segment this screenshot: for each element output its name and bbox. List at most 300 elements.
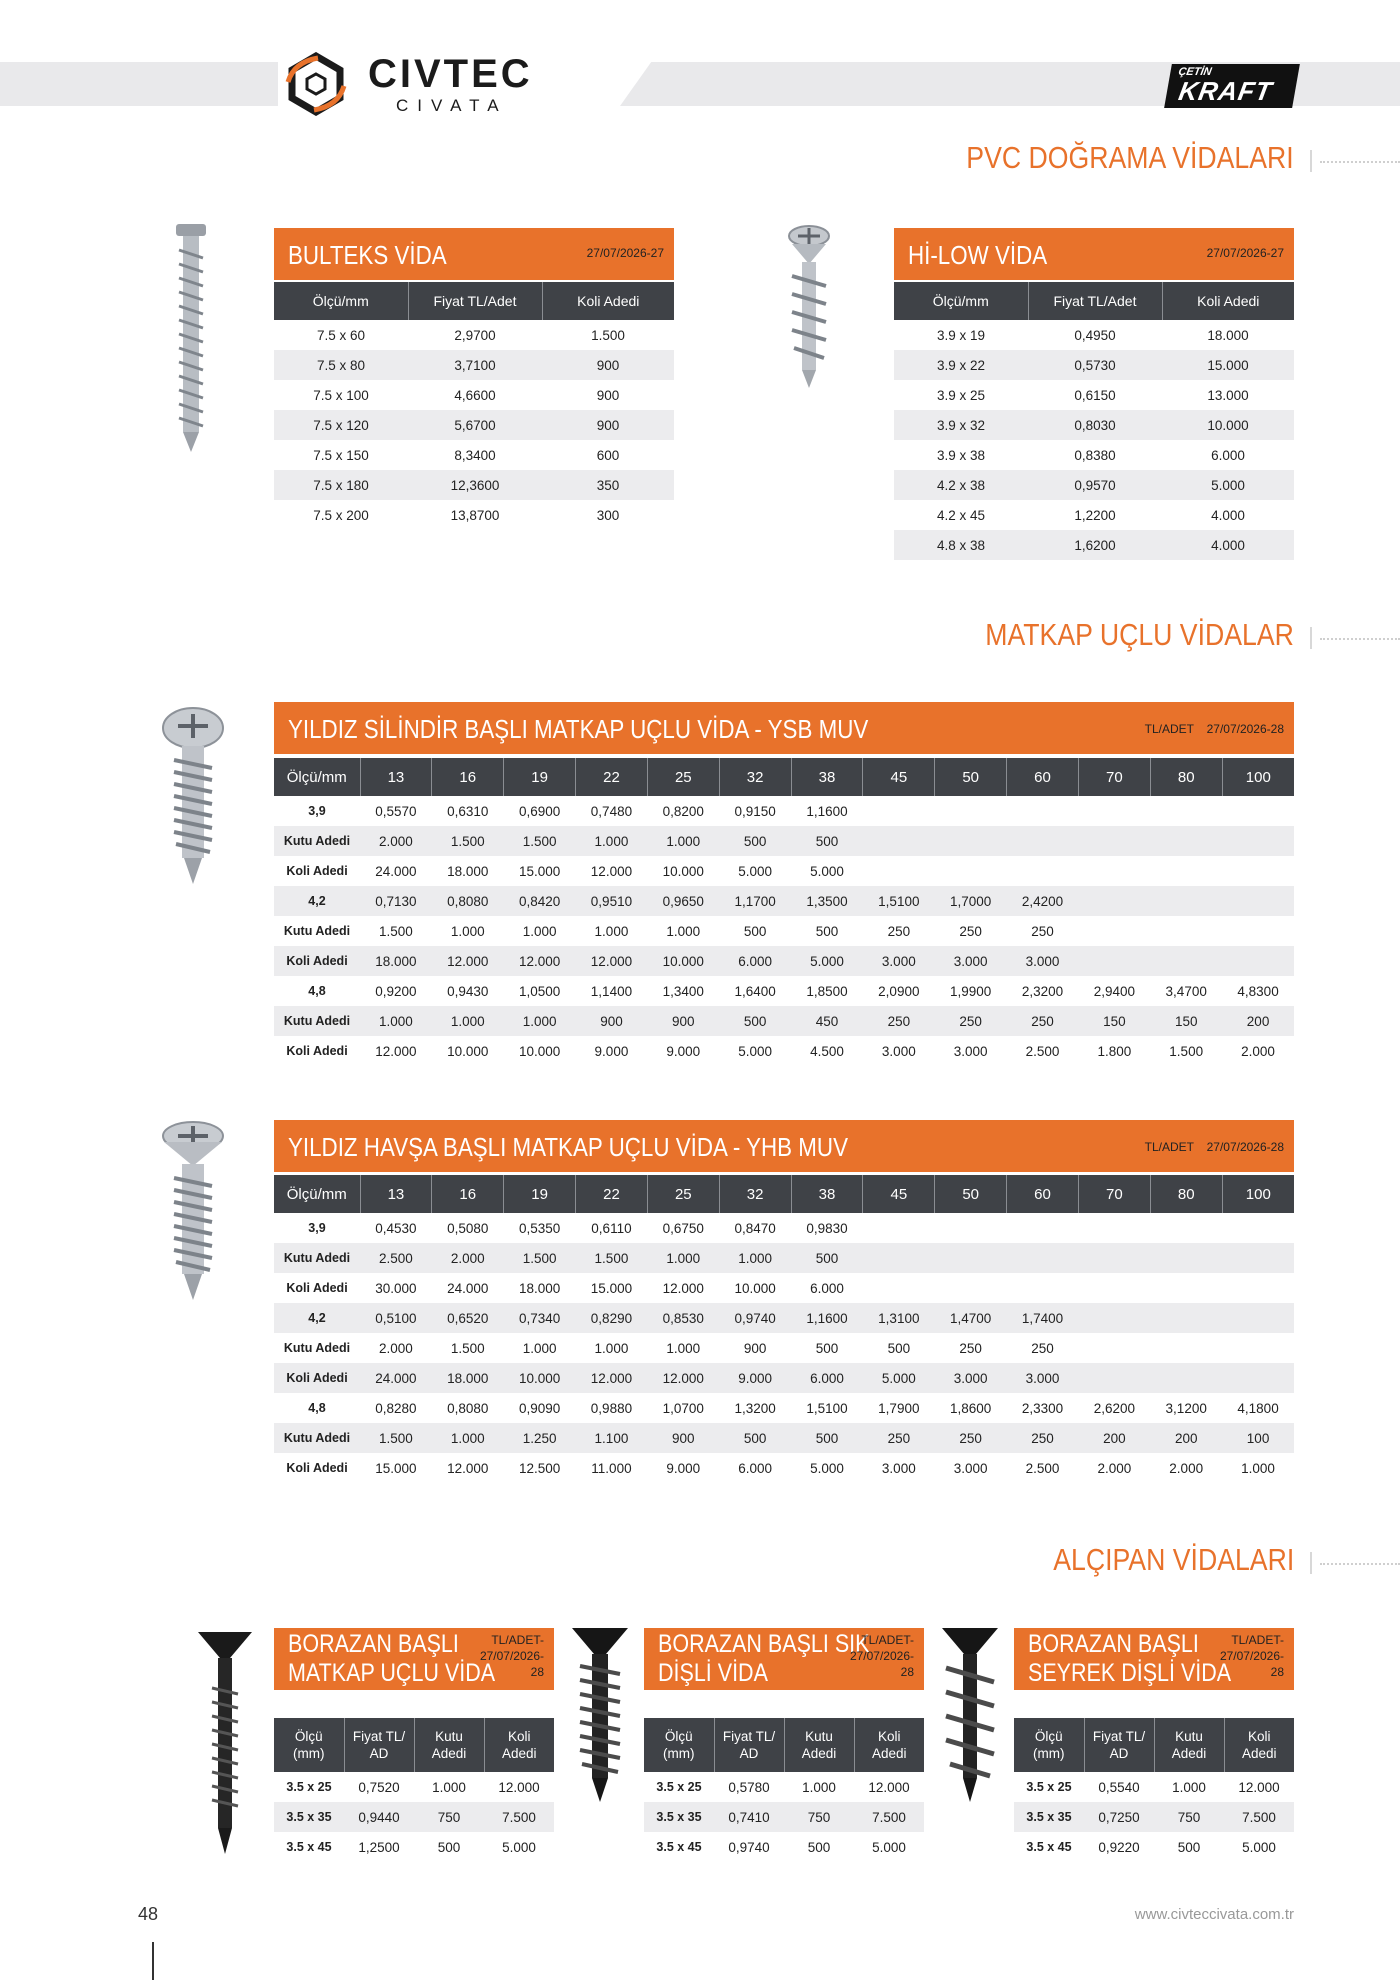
value-cell	[1150, 1243, 1222, 1273]
row-label-cell: 4,2	[274, 1303, 360, 1333]
column-header-line: Ölçü	[1034, 1729, 1063, 1744]
value-cell: 0,5100	[360, 1303, 432, 1333]
value-cell: 10.000	[647, 946, 719, 976]
value-cell: 7.500	[854, 1802, 924, 1832]
value-cell: 2.500	[1025, 1460, 1060, 1476]
price-cell: 12,3600	[408, 470, 542, 500]
size-cell: 3.5 x 25	[1026, 1780, 1072, 1794]
value-cell: 12.000	[432, 946, 504, 976]
value-cell: 500	[719, 1423, 791, 1453]
value-cell: 12.000	[504, 946, 576, 976]
value-cell: 2,0900	[878, 983, 920, 999]
value-cell: 1.000	[360, 1006, 432, 1036]
ysb-unit: TL/ADET	[1144, 722, 1194, 736]
boruzan-title-line: MATKAP UÇLU VİDA	[288, 1659, 496, 1687]
value-cell	[1078, 946, 1150, 976]
column-header-line: Kutu	[1175, 1729, 1203, 1744]
table-row	[274, 1036, 1294, 1066]
column-header	[854, 1718, 924, 1772]
value-cell	[1078, 1363, 1150, 1393]
column-header-line: Koli	[1247, 1729, 1271, 1744]
table-row	[274, 1273, 1294, 1303]
value-cell: 12.000	[590, 863, 633, 879]
table-row	[274, 1832, 554, 1862]
length-column-header: 100	[1222, 758, 1294, 796]
table-row	[274, 1802, 554, 1832]
value-cell: 1.000	[450, 923, 485, 939]
value-cell: 1.500	[379, 923, 413, 939]
column-header	[1084, 1718, 1154, 1772]
carton-qty-cell: 1.500	[591, 327, 625, 343]
value-cell: 250	[935, 1006, 1007, 1036]
page-number: 48	[138, 1904, 159, 1924]
value-cell: 1.800	[1097, 1043, 1132, 1059]
value-cell: 5.000	[1242, 1839, 1276, 1855]
boruzan-date	[850, 1632, 914, 1680]
value-cell: 250	[1031, 923, 1054, 939]
row-label-cell: 4,8	[308, 1401, 326, 1415]
value-cell: 1.500	[504, 1243, 576, 1273]
value-cell: 15.000	[518, 863, 561, 879]
table-row	[274, 1213, 1294, 1243]
value-cell: 1,8500	[806, 983, 848, 999]
value-cell: 250	[863, 1006, 935, 1036]
boruzan-title	[1028, 1630, 1231, 1688]
column-header	[484, 1718, 554, 1772]
value-cell	[1007, 1213, 1079, 1243]
value-cell: 0,8420	[504, 886, 576, 916]
column-header-line: AD	[739, 1746, 759, 1761]
table-row	[274, 320, 674, 350]
value-cell: 3.000	[1007, 946, 1079, 976]
value-cell: 1.000	[647, 1243, 719, 1273]
boruzan-matkap-screw-image	[196, 1628, 254, 1858]
value-cell: 1.500	[450, 1340, 485, 1356]
boruzan-header-band	[274, 1628, 554, 1690]
value-cell: 6.000	[810, 1280, 844, 1296]
row-label-cell: Kutu Adedi	[274, 1423, 360, 1453]
table-row	[274, 380, 674, 410]
length-column-header: 100	[1222, 1175, 1294, 1213]
column-header: Ölçü/mm	[274, 282, 408, 320]
table-row	[894, 380, 1294, 410]
column-header	[1224, 1718, 1294, 1772]
row-label-cell: Koli Adedi	[286, 1461, 348, 1475]
length-column-header: 32	[719, 758, 791, 796]
column-header-line: Fiyat TL/	[1092, 1729, 1146, 1744]
size-cell: 7.5 x 60	[316, 327, 366, 343]
value-cell	[935, 1273, 1007, 1303]
value-cell: 10.000	[518, 1043, 561, 1059]
carton-qty-cell: 13.000	[1207, 387, 1249, 403]
row-label-cell: Koli Adedi	[286, 864, 348, 878]
table-row	[1014, 1772, 1294, 1802]
value-cell: 12.000	[498, 1779, 540, 1795]
value-cell	[863, 796, 935, 826]
value-cell: 2.000	[1169, 1460, 1204, 1476]
carton-qty-cell: 900	[542, 350, 674, 380]
value-cell	[1150, 1273, 1222, 1303]
value-cell: 1.000	[432, 1779, 466, 1795]
value-cell	[1222, 916, 1294, 946]
size-cell: 7.5 x 80	[274, 350, 408, 380]
value-cell	[1078, 1243, 1150, 1273]
value-cell: 250	[863, 1423, 935, 1453]
boruzan-sik-screw-image	[568, 1624, 632, 1804]
column-header: Fiyat TL/Adet	[408, 282, 542, 320]
value-cell: 0,9830	[806, 1220, 848, 1236]
value-cell: 3,1200	[1165, 1400, 1207, 1416]
value-cell: 500	[815, 923, 839, 939]
column-header-line: Fiyat TL/	[722, 1729, 776, 1744]
boruzan-title-line: SEYREK DİŞLİ VİDA	[1028, 1659, 1232, 1687]
section-divider	[1310, 1552, 1400, 1574]
carton-qty-cell: 900	[596, 387, 620, 403]
value-cell: 1,0500	[518, 983, 561, 999]
boruzan-date	[480, 1632, 544, 1680]
value-cell: 4,1800	[1237, 1400, 1279, 1416]
value-cell: 1.000	[576, 826, 648, 856]
value-cell: 2.500	[1025, 1043, 1060, 1059]
value-cell: 12.000	[662, 1280, 704, 1296]
carton-qty-cell: 5.000	[1162, 470, 1294, 500]
value-cell	[1150, 946, 1222, 976]
value-cell	[935, 1243, 1007, 1273]
value-cell	[1007, 1273, 1079, 1303]
value-cell: 6.000	[719, 946, 791, 976]
yhb-screw-image	[160, 1120, 226, 1302]
price-cell: 0,8380	[1074, 447, 1116, 463]
value-cell: 5.000	[791, 946, 863, 976]
value-cell: 500	[743, 923, 767, 939]
carton-qty-cell: 900	[542, 410, 674, 440]
value-cell: 6.000	[738, 1460, 773, 1476]
column-header	[714, 1718, 784, 1772]
value-cell: 9.000	[666, 1460, 701, 1476]
carton-qty-cell: 350	[542, 470, 674, 500]
value-cell: 0,7520	[358, 1779, 400, 1795]
value-cell: 4.500	[810, 1043, 844, 1059]
price-cell: 0,5730	[1028, 350, 1162, 380]
value-cell: 7.500	[1224, 1802, 1294, 1832]
column-header-line: Ölçü	[294, 1729, 323, 1744]
length-column-header: 50	[935, 1175, 1007, 1213]
ysb-screw-image	[160, 704, 226, 886]
value-cell: 1.000	[522, 1340, 557, 1356]
value-cell: 0,9740	[728, 1839, 770, 1855]
value-cell: 1.100	[576, 1423, 648, 1453]
value-cell: 2,9400	[1093, 983, 1135, 999]
length-column-header: 32	[719, 1175, 791, 1213]
value-cell: 1.000	[719, 1243, 791, 1273]
value-cell: 3.000	[935, 946, 1007, 976]
price-cell: 1,6200	[1028, 530, 1162, 560]
value-cell: 3.000	[1007, 1363, 1079, 1393]
column-header: Koli Adedi	[542, 282, 674, 320]
value-cell: 0,9740	[719, 1303, 791, 1333]
boruzan-date-line: 27/07/2026-	[1219, 1649, 1284, 1663]
value-cell	[1078, 1333, 1150, 1363]
value-cell: 500	[437, 1839, 461, 1855]
value-cell: 0,7340	[504, 1303, 576, 1333]
cetin-kraft-logo	[1164, 64, 1300, 108]
column-header-line: Adedi	[1241, 1746, 1277, 1761]
row-label-cell: 4,2	[274, 886, 360, 916]
civtec-logo-icon	[284, 52, 348, 116]
value-cell	[1150, 1303, 1222, 1333]
length-column-header: 13	[360, 758, 432, 796]
row-label-cell: Koli Adedi	[286, 1281, 348, 1295]
boruzan-date-line: 28	[900, 1665, 914, 1679]
length-column-header: 16	[432, 1175, 504, 1213]
table-row	[894, 500, 1294, 530]
value-cell: 12.000	[868, 1779, 910, 1795]
value-cell	[1007, 856, 1079, 886]
value-cell: 1.000	[594, 923, 629, 939]
value-cell: 10.000	[734, 1280, 776, 1296]
table-row	[644, 1832, 924, 1862]
value-cell: 750	[784, 1802, 854, 1832]
bulteks-header-band	[274, 228, 674, 280]
table-row	[274, 1363, 1294, 1393]
hilow-screw-image	[786, 224, 832, 390]
row-label-cell: 4,8	[308, 984, 326, 998]
boruzan-header-band	[1014, 1628, 1294, 1690]
column-header: Koli Adedi	[1162, 282, 1294, 320]
value-cell: 0,5570	[375, 803, 417, 819]
website-url[interactable]: www.civteccivata.com.tr	[1134, 1906, 1294, 1923]
value-cell: 0,7410	[714, 1802, 784, 1832]
size-cell: 3.5 x 35	[644, 1802, 714, 1832]
value-cell: 5.000	[863, 1363, 935, 1393]
value-cell: 250	[1007, 1423, 1079, 1453]
row-label-cell: Kutu Adedi	[274, 826, 360, 856]
section-title-alcipan: ALÇIPAN VİDALARI	[1052, 1542, 1294, 1577]
value-cell: 1,5100	[806, 1400, 848, 1416]
value-cell: 0,5540	[1098, 1779, 1140, 1795]
value-cell: 1,7900	[878, 1400, 920, 1416]
length-column-header: 80	[1150, 758, 1222, 796]
value-cell: 0,8080	[447, 1400, 489, 1416]
value-cell	[1222, 886, 1294, 916]
length-column-header: 70	[1078, 758, 1150, 796]
value-cell	[1222, 826, 1294, 856]
value-cell: 1.500	[1169, 1043, 1204, 1059]
boruzan-date-line: TL/ADET-	[491, 1633, 544, 1647]
size-cell: 4.2 x 45	[936, 507, 986, 523]
value-cell	[863, 1273, 935, 1303]
table-row	[274, 1772, 554, 1802]
value-cell	[1078, 796, 1150, 826]
hilow-title: Hİ-LOW VİDA	[908, 240, 1048, 270]
value-cell: 500	[815, 1340, 839, 1356]
table-row	[274, 1453, 1294, 1483]
column-header-line: AD	[369, 1746, 389, 1761]
value-cell: 10.000	[662, 863, 704, 879]
value-cell: 1,2500	[358, 1839, 400, 1855]
ysb-date: 27/07/2026-28	[1206, 722, 1284, 736]
boruzan-price-table	[1014, 1718, 1294, 1862]
value-cell	[1007, 796, 1079, 826]
value-cell: 900	[743, 1340, 767, 1356]
value-cell: 1,9900	[950, 983, 992, 999]
row-label-cell: Kutu Adedi	[274, 1006, 360, 1036]
value-cell: 10.000	[447, 1043, 489, 1059]
value-cell: 1.000	[1172, 1779, 1206, 1795]
value-cell	[935, 796, 1007, 826]
length-column-header: 38	[791, 758, 863, 796]
length-column-header: 45	[863, 758, 935, 796]
column-header	[1154, 1718, 1224, 1772]
row-label-cell: Kutu Adedi	[283, 924, 351, 938]
column-header-line: AD	[1109, 1746, 1129, 1761]
value-cell: 5.000	[502, 1839, 536, 1855]
yhb-header-band	[274, 1120, 1294, 1172]
boruzan-title-line: DİŞLİ VİDA	[658, 1659, 768, 1687]
value-cell: 0,8280	[375, 1400, 417, 1416]
table-row	[274, 886, 1294, 916]
value-cell	[1150, 856, 1222, 886]
table-row	[894, 350, 1294, 380]
column-header-line: Adedi	[871, 1746, 907, 1761]
value-cell: 900	[647, 1423, 719, 1453]
boruzan-title-line: BORAZAN BAŞLI SIK	[658, 1630, 870, 1658]
value-cell: 1.250	[504, 1423, 576, 1453]
value-cell: 5.000	[872, 1839, 906, 1855]
value-cell: 1,1600	[806, 803, 848, 819]
value-cell: 1.000	[647, 826, 719, 856]
value-cell: 0,8530	[647, 1303, 719, 1333]
value-cell: 24.000	[375, 863, 417, 879]
length-column-header: 16	[432, 758, 504, 796]
length-column-header: 80	[1150, 1175, 1222, 1213]
value-cell: 1,7000	[935, 886, 1007, 916]
value-cell: 250	[959, 1340, 982, 1356]
value-cell: 2.500	[360, 1243, 432, 1273]
value-cell: 15.000	[375, 1460, 417, 1476]
value-cell	[1150, 1213, 1222, 1243]
table-row	[274, 1423, 1294, 1453]
value-cell	[1078, 826, 1150, 856]
value-cell: 0,8290	[576, 1303, 648, 1333]
hilow-header-band	[894, 228, 1294, 280]
size-cell: 3.5 x 35	[1014, 1802, 1084, 1832]
column-header: Fiyat TL/Adet	[1028, 282, 1162, 320]
value-cell: 2.000	[360, 826, 432, 856]
value-cell: 4,8300	[1237, 983, 1279, 999]
value-cell: 1.000	[594, 1340, 629, 1356]
value-cell: 1,5100	[863, 886, 935, 916]
size-cell: 3.5 x 35	[274, 1802, 344, 1832]
length-column-header: 60	[1007, 1175, 1079, 1213]
footer-divider	[152, 1942, 154, 1980]
value-cell: 1,1400	[590, 983, 633, 999]
value-cell: 1.000	[504, 1006, 576, 1036]
bulteks-title: BULTEKS VİDA	[288, 240, 447, 270]
value-cell: 9.000	[719, 1363, 791, 1393]
value-cell: 5.000	[738, 863, 773, 879]
value-cell: 0,8080	[432, 886, 504, 916]
price-cell: 2,9700	[454, 327, 496, 343]
value-cell: 1.500	[360, 1423, 432, 1453]
value-cell: 15.000	[590, 1280, 633, 1296]
section-title-matkap: MATKAP UÇLU VİDALAR	[985, 617, 1294, 652]
length-column-header: 25	[647, 1175, 719, 1213]
hilow-price-table	[894, 282, 1294, 560]
price-cell: 8,3400	[454, 447, 496, 463]
table-row	[894, 440, 1294, 470]
value-cell	[1150, 1363, 1222, 1393]
length-column-header: 19	[504, 758, 576, 796]
value-cell: 0,4530	[375, 1220, 417, 1236]
value-cell: 1,3400	[662, 983, 704, 999]
value-cell: 1,1700	[719, 886, 791, 916]
value-cell	[863, 856, 935, 886]
value-cell	[1222, 856, 1294, 886]
value-cell: 18.000	[432, 1363, 504, 1393]
brand-top-text: ÇETİN	[1177, 66, 1213, 78]
value-cell	[1150, 886, 1222, 916]
boruzan-title	[288, 1630, 495, 1688]
table-row	[274, 946, 1294, 976]
table-row	[894, 410, 1294, 440]
size-cell: 3.5 x 25	[286, 1780, 332, 1794]
yhb-unit: TL/ADET	[1144, 1140, 1194, 1154]
value-cell: 0,6520	[432, 1303, 504, 1333]
value-cell: 5.000	[810, 1460, 844, 1476]
value-cell: 500	[807, 1839, 831, 1855]
value-cell: 0,5780	[728, 1779, 770, 1795]
value-cell: 0,6900	[518, 803, 561, 819]
size-cell: 3.9 x 32	[894, 410, 1028, 440]
column-header-line: Koli	[877, 1729, 901, 1744]
row-label-cell: Kutu Adedi	[283, 1341, 351, 1355]
table-row	[274, 1393, 1294, 1423]
size-cell: 3.5 x 45	[1026, 1840, 1072, 1854]
price-cell: 4,6600	[454, 387, 496, 403]
size-cell: 4.8 x 38	[894, 530, 1028, 560]
value-cell: 250	[959, 923, 982, 939]
value-cell: 150	[1150, 1006, 1222, 1036]
column-header-line: Ölçü	[664, 1729, 693, 1744]
value-cell	[1222, 946, 1294, 976]
value-cell: 0,6110	[591, 1220, 632, 1236]
value-cell: 0,5350	[518, 1220, 561, 1236]
table-row	[644, 1772, 924, 1802]
price-cell: 0,8030	[1028, 410, 1162, 440]
length-column-header: 70	[1078, 1175, 1150, 1213]
value-cell: 1.500	[576, 1243, 648, 1273]
value-cell: 1,3200	[734, 1400, 776, 1416]
size-cell: 3.9 x 19	[936, 327, 986, 343]
value-cell	[935, 856, 1007, 886]
price-cell: 0,9570	[1028, 470, 1162, 500]
column-header-line: Adedi	[501, 1746, 537, 1761]
column-header-line: Kutu	[435, 1729, 463, 1744]
size-cell: 3.5 x 45	[286, 1840, 332, 1854]
logo-title: CIVTEC	[368, 52, 533, 96]
value-cell: 450	[791, 1006, 863, 1036]
value-cell	[863, 1213, 935, 1243]
table-row	[274, 470, 674, 500]
column-header-line: Adedi	[1171, 1746, 1207, 1761]
value-cell: 0,9440	[344, 1802, 414, 1832]
value-cell	[1078, 886, 1150, 916]
size-cell: 3.9 x 38	[936, 447, 986, 463]
value-cell: 200	[1150, 1423, 1222, 1453]
table-row	[274, 1333, 1294, 1363]
size-cell: 3.5 x 25	[656, 1780, 702, 1794]
